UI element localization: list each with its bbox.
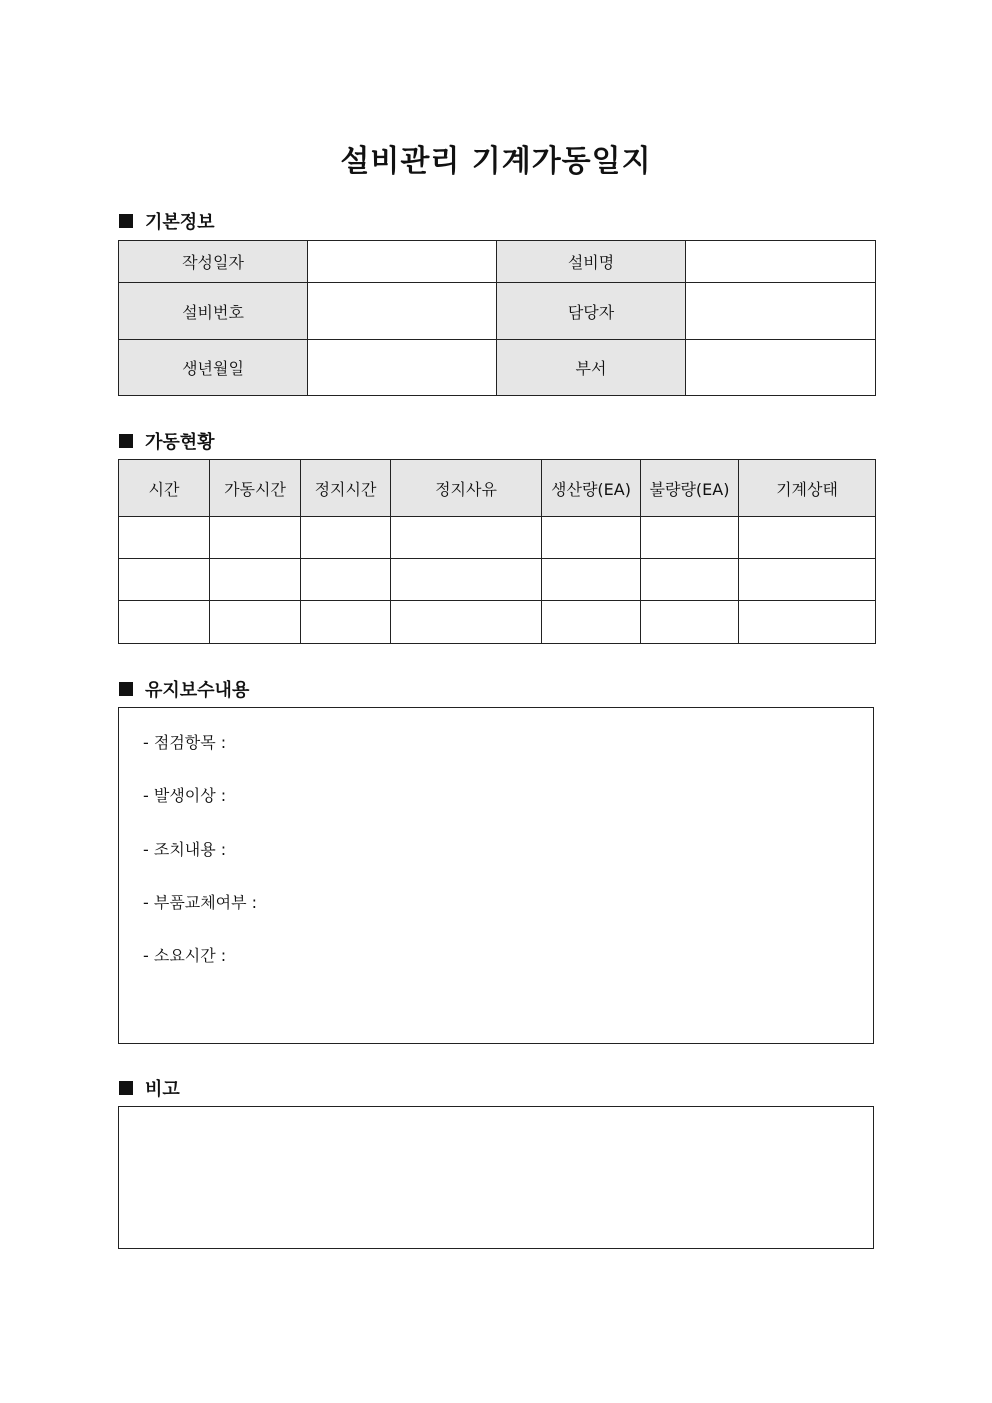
table-row	[119, 601, 876, 644]
table-cell[interactable]	[391, 601, 542, 644]
column-header: 정지사유	[391, 460, 542, 517]
value-cell[interactable]	[308, 283, 497, 340]
table-cell[interactable]	[641, 559, 739, 601]
table-cell[interactable]	[210, 601, 301, 644]
remarks-box[interactable]	[118, 1106, 874, 1249]
section-heading-remarks	[119, 1075, 180, 1101]
table-row	[119, 517, 876, 559]
table-cell[interactable]	[641, 517, 739, 559]
table-cell[interactable]	[210, 517, 301, 559]
table-cell[interactable]	[391, 559, 542, 601]
maintenance-item-inspection: - 점검항목 :	[143, 733, 227, 752]
column-header: 불량량(EA)	[641, 460, 739, 517]
operation-table	[118, 459, 876, 644]
table-cell[interactable]	[301, 601, 391, 644]
section-heading-maintenance	[119, 676, 249, 702]
table-cell[interactable]	[210, 559, 301, 601]
label-cell: 작성일자	[119, 241, 308, 283]
section-heading-basic-info	[119, 208, 215, 234]
maintenance-item-action: - 조치내용 :	[143, 840, 227, 859]
table-row	[119, 340, 876, 396]
maintenance-item-parts-replacement: - 부품교체여부 :	[143, 893, 258, 912]
label-cell: 생년월일	[119, 340, 308, 396]
section-heading-operation	[119, 428, 215, 454]
table-cell[interactable]	[391, 517, 542, 559]
table-cell[interactable]	[119, 517, 210, 559]
table-cell[interactable]	[542, 601, 641, 644]
maintenance-item-duration: - 소요시간 :	[143, 946, 227, 965]
table-cell[interactable]	[641, 601, 739, 644]
table-row	[119, 559, 876, 601]
value-cell[interactable]	[308, 241, 497, 283]
table-cell[interactable]	[119, 559, 210, 601]
section-heading-label: 비고	[145, 1079, 180, 1100]
table-cell[interactable]	[542, 517, 641, 559]
section-heading-label: 기본정보	[145, 212, 215, 233]
table-row	[119, 241, 876, 283]
table-cell[interactable]	[301, 517, 391, 559]
column-header: 정지시간	[301, 460, 391, 517]
column-header: 생산량(EA)	[542, 460, 641, 517]
maintenance-box[interactable]	[118, 707, 874, 1044]
table-header-row	[119, 460, 876, 517]
section-heading-label: 가동현황	[145, 432, 215, 453]
value-cell[interactable]	[686, 283, 876, 340]
page-title: 설비관리 기계가동일지	[340, 144, 652, 179]
value-cell[interactable]	[686, 340, 876, 396]
column-header: 시간	[119, 460, 210, 517]
section-heading-label: 유지보수내용	[145, 680, 250, 701]
table-cell[interactable]	[739, 559, 876, 601]
square-bullet-icon	[119, 434, 133, 448]
value-cell[interactable]	[686, 241, 876, 283]
square-bullet-icon	[119, 214, 133, 228]
label-cell: 부서	[497, 340, 686, 396]
basic-info-table	[118, 240, 876, 396]
table-cell[interactable]	[301, 559, 391, 601]
table-cell[interactable]	[739, 517, 876, 559]
maintenance-item-abnormality: - 발생이상 :	[143, 786, 227, 805]
label-cell: 설비번호	[119, 283, 308, 340]
column-header: 기계상태	[739, 460, 876, 517]
value-cell[interactable]	[308, 340, 497, 396]
square-bullet-icon	[119, 682, 133, 696]
table-cell[interactable]	[542, 559, 641, 601]
table-cell[interactable]	[739, 601, 876, 644]
square-bullet-icon	[119, 1081, 133, 1095]
table-cell[interactable]	[119, 601, 210, 644]
column-header: 가동시간	[210, 460, 301, 517]
table-row	[119, 283, 876, 340]
label-cell: 담당자	[497, 283, 686, 340]
label-cell: 설비명	[497, 241, 686, 283]
